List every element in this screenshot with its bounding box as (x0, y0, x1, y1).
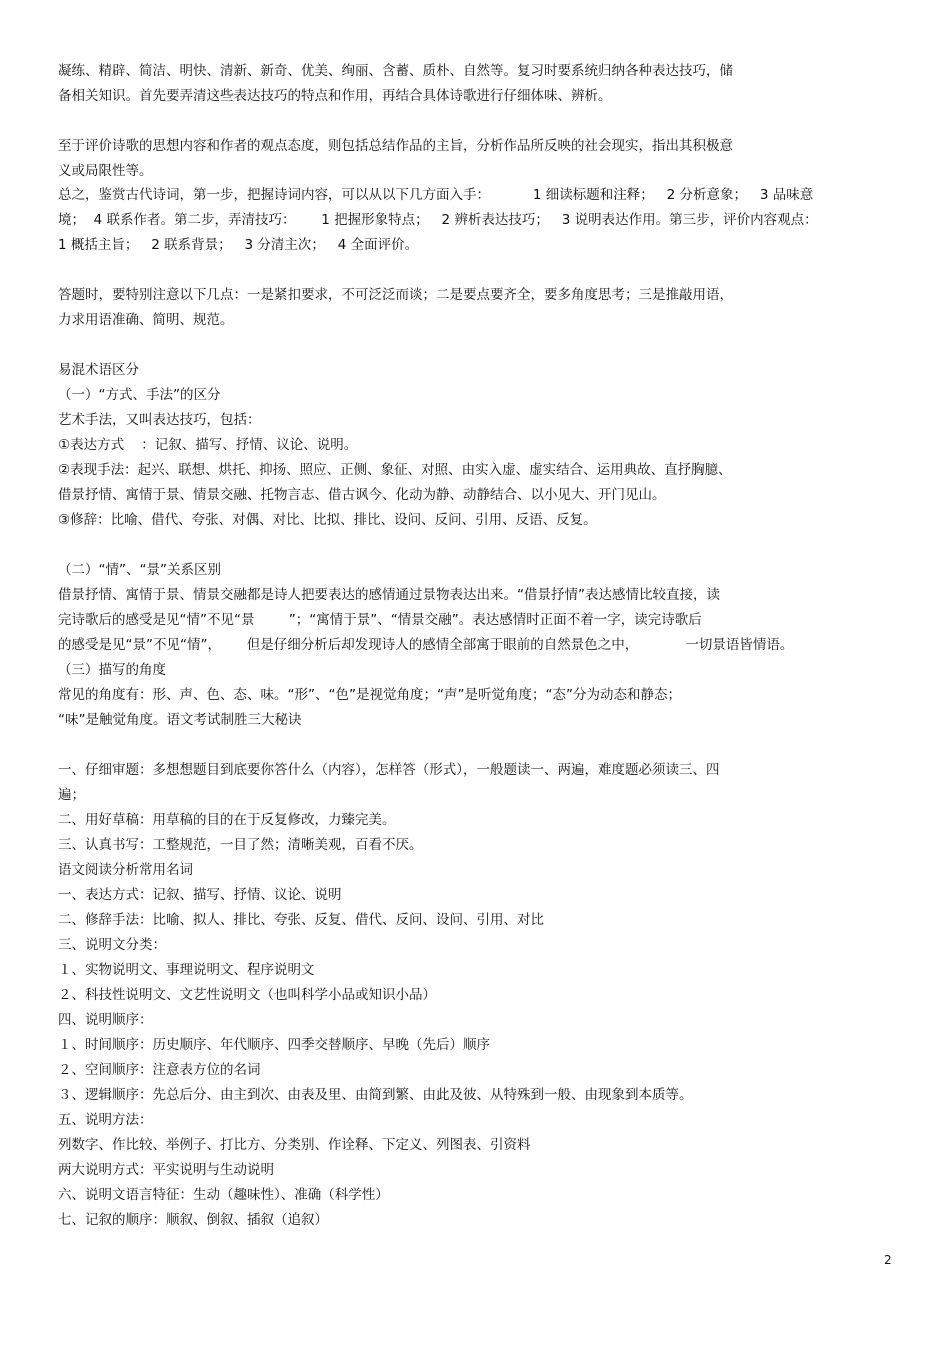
text-line: 凝练、精辟、简洁、明快、清新、新奇、优美、绚丽、含蓄、质朴、自然等。复习时要系统归纳各种表达技巧，储 (58, 63, 733, 79)
section-heading: 易混术语区分 (58, 362, 139, 378)
text-line: “味”是触觉角度。语文考试制胜三大秘诀 (58, 712, 302, 728)
text-line: 完诗歌后的感受是见“情”不见“景 ”；“寓情于景”、“情景交融”。表达感情时正面不着一字，读完诗歌后 (58, 612, 702, 628)
text-line: 三、说明文分类： (58, 937, 166, 953)
text-line: 备相关知识。首先要弄清这些表达技巧的特点和作用，再结合具体诗歌进行仔细体味、辨析。 (58, 88, 612, 104)
text-line: 义或局限性等。 (58, 163, 153, 179)
subsection-heading: （一）“方式、手法”的区分 (58, 387, 221, 403)
text-line: 七、记叙的顺序：顺叙、倒叙、插叙（追叙） (58, 1212, 328, 1228)
section-heading: 语文阅读分析常用名词 (58, 862, 193, 878)
text-line: 遍； (58, 787, 85, 803)
text-line: 艺术手法，又叫表达技巧，包括： (58, 412, 261, 428)
subsection-heading: （三）描写的角度 (58, 662, 166, 678)
text-line: 1 概括主旨； 2 联系背景； 3 分清主次； 4 全面评价。 (58, 237, 419, 253)
text-line: 答题时，要特别注意以下几点：一是紧扣要求，不可泛泛而谈；二是要点要齐全，要多角度思考；三是推敲用语， (58, 287, 733, 303)
text-line: 二、用好草稿：用草稿的目的在于反复修改，力臻完美。 (58, 812, 396, 828)
text-line: 二、修辞手法：比喻、拟人、排比、夸张、反复、借代、反问、设问、引用、对比 (58, 912, 544, 928)
text-line: 常见的角度有：形、声、色、态、味。“形”、“色”是视觉角度；“声”是听觉角度；“态”分为动态和静态； (58, 687, 681, 703)
text-line: 一、表达方式：记叙、描写、抒情、议论、说明 (58, 887, 342, 903)
text-line: 境； 4 联系作者。第二步，弄清技巧： 1 把握形象特点； 2 辨析表达技巧； 3 说明表达作用。第三步，评价内容观点： (58, 212, 818, 228)
text-line: ①表达方式 ：记叙、描写、抒情、议论、说明。 (58, 437, 358, 453)
text-line: 三、认真书写：工整规范，一目了然；清晰美观，百看不厌。 (58, 837, 423, 853)
text-line: 力求用语准确、简明、规范。 (58, 312, 234, 328)
text-line: 至于评价诗歌的思想内容和作者的观点态度，则包括总结作品的主旨，分析作品所反映的社会现实，指出其积极意 (58, 138, 733, 154)
text-line: 五、说明方法： (58, 1112, 153, 1128)
subsection-heading: （二）“情”、“景”关系区别 (58, 562, 221, 578)
text-line: １、时间顺序：历史顺序、年代顺序、四季交替顺序、早晚（先后）顺序 (58, 1037, 490, 1053)
text-line: ③修辞：比喻、借代、夸张、对偶、对比、比拟、排比、设问、反问、引用、反语、反复。 (58, 512, 597, 528)
text-line: 借景抒情、寓情于景、情景交融、托物言志、借古讽今、化动为静、动静结合、以小见大、开门见山。 (58, 487, 666, 503)
text-line: ２、空间顺序：注意表方位的名词 (58, 1062, 261, 1078)
text-line: 列数字、作比较、举例子、打比方、分类别、作诠释、下定义、列图表、引资料 (58, 1137, 531, 1153)
text-line: 两大说明方式：平实说明与生动说明 (58, 1162, 274, 1178)
text-line: 四、说明顺序： (58, 1012, 153, 1028)
text-line: 六、说明文语言特征：生动（趣味性）、准确（科学性） (58, 1187, 389, 1203)
page-number: 2 (884, 1253, 892, 1267)
text-line: ②表现手法：起兴、联想、烘托、抑扬、照应、正侧、象征、对照、由实入虚、虚实结合、运用典故、直抒胸臆、 (58, 462, 732, 478)
text-line: 借景抒情、寓情于景、情景交融都是诗人把要表达的感情通过景物表达出来。“借景抒情”表达感情比较直接，读 (58, 587, 720, 603)
text-line: ２、科技性说明文、文艺性说明文（也叫科学小品或知识小品） (58, 987, 436, 1003)
text-line: 总之，鉴赏古代诗词，第一步，把握诗词内容，可以从以下几方面入手： 1 细读标题和注释； 2 分析意象； 3 品味意 (58, 187, 814, 203)
text-line: ３、逻辑顺序：先总后分、由主到次、由表及里、由简到繁、由此及彼、从特殊到一般、由现象到本质等。 (58, 1087, 693, 1103)
text-line: 的感受是见“景”不见“情”， 但是仔细分析后却发现诗人的感情全部寓于眼前的自然景色之中， 一切景语皆情语。 (58, 637, 794, 653)
text-line: 一、仔细审题：多想想题目到底要你答什么（内容），怎样答（形式），一般题读一、两遍，难度题必须读三、四 (58, 762, 720, 778)
text-line: １、实物说明文、事理说明文、程序说明文 (58, 962, 315, 978)
